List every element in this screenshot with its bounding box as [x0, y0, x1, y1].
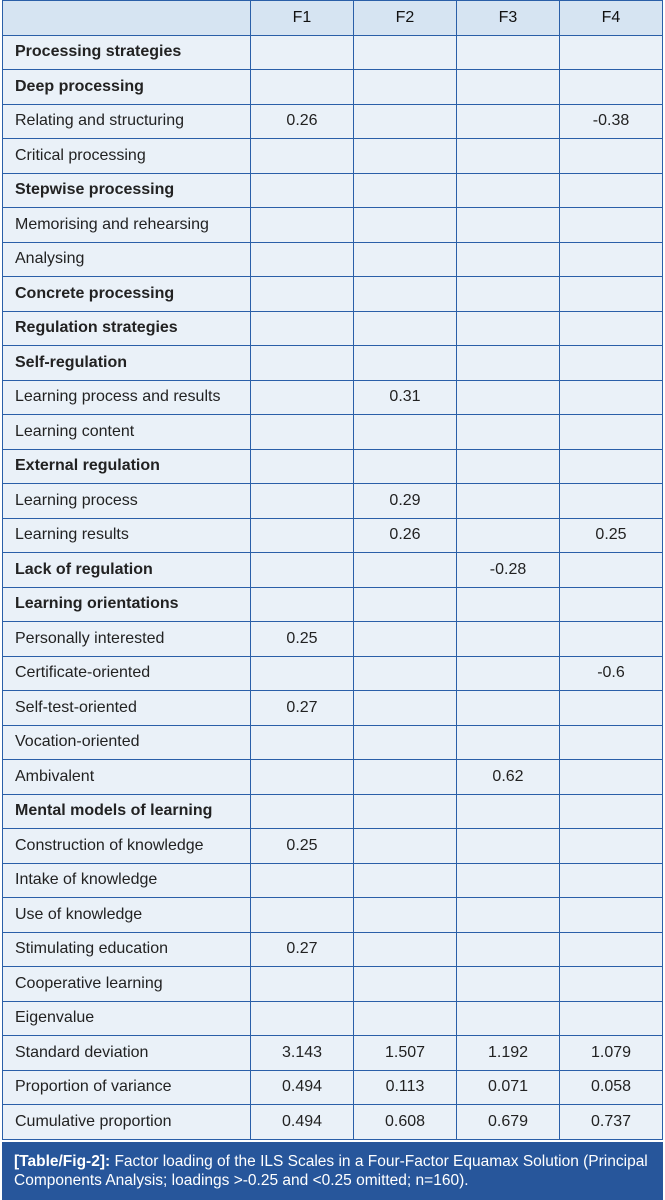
cell-f2 — [354, 70, 457, 105]
cell-f2: 0.26 — [354, 518, 457, 553]
row-label: Personally interested — [3, 622, 251, 657]
cell-f2 — [354, 553, 457, 588]
cell-f2 — [354, 35, 457, 70]
header-cell-f4: F4 — [560, 1, 663, 36]
table-row — [3, 967, 663, 1002]
table-figure — [2, 0, 663, 1200]
table-row — [3, 794, 663, 829]
cell-f4 — [560, 587, 663, 622]
cell-f3 — [457, 70, 560, 105]
cell-f4 — [560, 829, 663, 864]
cell-f2 — [354, 622, 457, 657]
row-label: External regulation — [3, 449, 251, 484]
row-label: Processing strategies — [3, 35, 251, 70]
cell-f2 — [354, 139, 457, 174]
cell-f2 — [354, 449, 457, 484]
cell-f4: 1.079 — [560, 1036, 663, 1071]
table-row — [3, 587, 663, 622]
table-row — [3, 242, 663, 277]
cell-f3 — [457, 139, 560, 174]
table-caption — [2, 1142, 663, 1200]
cell-f2 — [354, 311, 457, 346]
cell-f4 — [560, 898, 663, 933]
cell-f3 — [457, 346, 560, 381]
table-row — [3, 1105, 663, 1140]
row-label: Self-test-oriented — [3, 691, 251, 726]
cell-f2: 0.31 — [354, 380, 457, 415]
cell-f1 — [251, 518, 354, 553]
table-row — [3, 415, 663, 450]
cell-f3 — [457, 622, 560, 657]
cell-f2 — [354, 173, 457, 208]
cell-f1 — [251, 863, 354, 898]
cell-f2: 0.29 — [354, 484, 457, 519]
cell-f3 — [457, 518, 560, 553]
cell-f3 — [457, 208, 560, 243]
header-cell-f2: F2 — [354, 1, 457, 36]
cell-f2 — [354, 1001, 457, 1036]
cell-f2 — [354, 967, 457, 1002]
cell-f4 — [560, 553, 663, 588]
table-row — [3, 1001, 663, 1036]
cell-f1: 0.27 — [251, 932, 354, 967]
row-label: Regulation strategies — [3, 311, 251, 346]
table-row — [3, 1070, 663, 1105]
table-row — [3, 380, 663, 415]
cell-f3 — [457, 691, 560, 726]
cell-f4: -0.6 — [560, 656, 663, 691]
row-label: Certificate-oriented — [3, 656, 251, 691]
row-label: Relating and structuring — [3, 104, 251, 139]
cell-f1 — [251, 794, 354, 829]
table-row — [3, 898, 663, 933]
cell-f1: 0.25 — [251, 829, 354, 864]
cell-f1 — [251, 656, 354, 691]
table-row — [3, 139, 663, 174]
cell-f4 — [560, 311, 663, 346]
cell-f1 — [251, 208, 354, 243]
table-row — [3, 1036, 663, 1071]
row-label: Concrete processing — [3, 277, 251, 312]
cell-f3 — [457, 104, 560, 139]
cell-f3 — [457, 967, 560, 1002]
table-row — [3, 622, 663, 657]
cell-f1: 0.25 — [251, 622, 354, 657]
cell-f3 — [457, 173, 560, 208]
cell-f3 — [457, 484, 560, 519]
cell-f1 — [251, 380, 354, 415]
cell-f1 — [251, 725, 354, 760]
cell-f3 — [457, 863, 560, 898]
caption-text: Factor loading of the ILS Scales in a Four-Factor Equamax Solution (Principal Components Analysis; loadings >-0.25 and <0.25 omitted; n=160). — [14, 1152, 648, 1189]
cell-f4: -0.38 — [560, 104, 663, 139]
cell-f3 — [457, 311, 560, 346]
row-label: Cumulative proportion — [3, 1105, 251, 1140]
cell-f2: 0.608 — [354, 1105, 457, 1140]
cell-f1 — [251, 70, 354, 105]
table-body — [3, 35, 663, 1139]
cell-f2 — [354, 242, 457, 277]
cell-f3 — [457, 415, 560, 450]
cell-f3 — [457, 898, 560, 933]
cell-f2 — [354, 863, 457, 898]
table-row — [3, 104, 663, 139]
table-row — [3, 346, 663, 381]
cell-f4 — [560, 760, 663, 795]
cell-f4 — [560, 622, 663, 657]
row-label: Use of knowledge — [3, 898, 251, 933]
row-label: Construction of knowledge — [3, 829, 251, 864]
table-row — [3, 760, 663, 795]
row-label: Eigenvalue — [3, 1001, 251, 1036]
row-label: Deep processing — [3, 70, 251, 105]
cell-f1 — [251, 760, 354, 795]
cell-f2 — [354, 346, 457, 381]
table-row — [3, 656, 663, 691]
table-row — [3, 35, 663, 70]
row-label: Learning process — [3, 484, 251, 519]
table-row — [3, 277, 663, 312]
row-label: Critical processing — [3, 139, 251, 174]
cell-f4 — [560, 208, 663, 243]
cell-f3 — [457, 829, 560, 864]
cell-f1 — [251, 139, 354, 174]
cell-f2 — [354, 208, 457, 243]
cell-f4 — [560, 415, 663, 450]
cell-f1 — [251, 587, 354, 622]
cell-f3: 1.192 — [457, 1036, 560, 1071]
cell-f1 — [251, 277, 354, 312]
table-row — [3, 863, 663, 898]
row-label: Proportion of variance — [3, 1070, 251, 1105]
cell-f4 — [560, 70, 663, 105]
table-row — [3, 70, 663, 105]
cell-f2: 0.113 — [354, 1070, 457, 1105]
row-label: Self-regulation — [3, 346, 251, 381]
cell-f2 — [354, 794, 457, 829]
row-label: Stimulating education — [3, 932, 251, 967]
cell-f1 — [251, 967, 354, 1002]
cell-f1 — [251, 553, 354, 588]
cell-f2 — [354, 691, 457, 726]
cell-f1 — [251, 242, 354, 277]
cell-f4 — [560, 863, 663, 898]
row-label: Intake of knowledge — [3, 863, 251, 898]
table-row — [3, 484, 663, 519]
cell-f4 — [560, 484, 663, 519]
cell-f3 — [457, 932, 560, 967]
row-label: Learning process and results — [3, 380, 251, 415]
row-label: Standard deviation — [3, 1036, 251, 1071]
cell-f1: 3.143 — [251, 1036, 354, 1071]
table-row — [3, 449, 663, 484]
cell-f2 — [354, 587, 457, 622]
cell-f1: 0.26 — [251, 104, 354, 139]
cell-f2: 1.507 — [354, 1036, 457, 1071]
cell-f1 — [251, 311, 354, 346]
cell-f4 — [560, 1001, 663, 1036]
cell-f1 — [251, 415, 354, 450]
cell-f1: 0.494 — [251, 1070, 354, 1105]
cell-f1 — [251, 898, 354, 933]
cell-f2 — [354, 725, 457, 760]
cell-f2 — [354, 932, 457, 967]
table-row — [3, 173, 663, 208]
cell-f4 — [560, 725, 663, 760]
row-label: Mental models of learning — [3, 794, 251, 829]
cell-f2 — [354, 829, 457, 864]
cell-f4: 0.25 — [560, 518, 663, 553]
cell-f2 — [354, 760, 457, 795]
cell-f4 — [560, 380, 663, 415]
table-row — [3, 691, 663, 726]
row-label: Ambivalent — [3, 760, 251, 795]
cell-f3: 0.679 — [457, 1105, 560, 1140]
row-label: Memorising and rehearsing — [3, 208, 251, 243]
row-label: Analysing — [3, 242, 251, 277]
row-label: Lack of regulation — [3, 553, 251, 588]
row-label: Cooperative learning — [3, 967, 251, 1002]
factor-loading-table — [2, 0, 663, 1140]
caption-tag: [Table/Fig-2]: — [14, 1152, 111, 1170]
cell-f4 — [560, 449, 663, 484]
row-label: Learning content — [3, 415, 251, 450]
cell-f3: -0.28 — [457, 553, 560, 588]
cell-f1 — [251, 449, 354, 484]
cell-f1: 0.494 — [251, 1105, 354, 1140]
row-label: Stepwise processing — [3, 173, 251, 208]
row-label: Learning orientations — [3, 587, 251, 622]
table-row — [3, 725, 663, 760]
cell-f4 — [560, 691, 663, 726]
header-row — [3, 1, 663, 36]
table-row — [3, 553, 663, 588]
cell-f1 — [251, 35, 354, 70]
cell-f3 — [457, 1001, 560, 1036]
cell-f3 — [457, 277, 560, 312]
cell-f4: 0.737 — [560, 1105, 663, 1140]
cell-f4 — [560, 346, 663, 381]
table-row — [3, 829, 663, 864]
cell-f3 — [457, 242, 560, 277]
cell-f3 — [457, 725, 560, 760]
cell-f2 — [354, 898, 457, 933]
cell-f1 — [251, 484, 354, 519]
cell-f2 — [354, 104, 457, 139]
cell-f4 — [560, 35, 663, 70]
cell-f4 — [560, 139, 663, 174]
cell-f4 — [560, 173, 663, 208]
cell-f3 — [457, 656, 560, 691]
cell-f4 — [560, 277, 663, 312]
cell-f2 — [354, 656, 457, 691]
row-label: Vocation-oriented — [3, 725, 251, 760]
cell-f3 — [457, 380, 560, 415]
table-row — [3, 932, 663, 967]
cell-f4 — [560, 794, 663, 829]
cell-f1: 0.27 — [251, 691, 354, 726]
cell-f2 — [354, 415, 457, 450]
table-row — [3, 311, 663, 346]
cell-f4 — [560, 242, 663, 277]
row-label: Learning results — [3, 518, 251, 553]
cell-f4: 0.058 — [560, 1070, 663, 1105]
table-row — [3, 208, 663, 243]
header-cell-label — [3, 1, 251, 36]
cell-f1 — [251, 173, 354, 208]
cell-f2 — [354, 277, 457, 312]
cell-f3: 0.62 — [457, 760, 560, 795]
header-cell-f3: F3 — [457, 1, 560, 36]
cell-f4 — [560, 967, 663, 1002]
cell-f3 — [457, 794, 560, 829]
header-cell-f1: F1 — [251, 1, 354, 36]
cell-f3 — [457, 587, 560, 622]
cell-f1 — [251, 1001, 354, 1036]
cell-f3 — [457, 449, 560, 484]
table-row — [3, 518, 663, 553]
cell-f3: 0.071 — [457, 1070, 560, 1105]
cell-f4 — [560, 932, 663, 967]
cell-f3 — [457, 35, 560, 70]
cell-f1 — [251, 346, 354, 381]
